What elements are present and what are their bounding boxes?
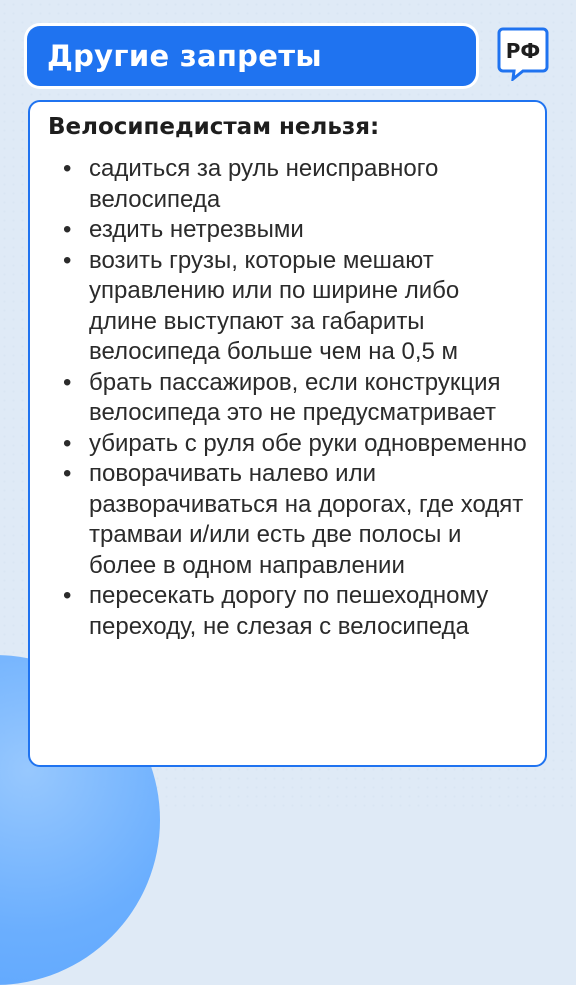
logo-text: РФ	[505, 39, 541, 63]
bullet-icon: •	[63, 582, 72, 609]
list-item	[53, 429, 533, 460]
bullet-icon: •	[63, 155, 72, 182]
content-card	[28, 100, 547, 767]
list-item-text: поворачивать налево или разворачиваться на дорогах, где ходят трамваи и/или есть две полосы и более в одном направлении	[89, 460, 524, 579]
list-item	[53, 459, 533, 581]
rf-speech-bubble-icon	[497, 27, 549, 81]
list-item	[53, 581, 533, 642]
bullet-icon: •	[63, 460, 72, 487]
list-item	[53, 154, 533, 215]
list-item-text: брать пассажиров, если конструкция велосипеда это не предусматривает	[89, 368, 501, 426]
bullet-icon: •	[63, 368, 72, 396]
list-item-text: садиться за руль неисправного велосипеда	[89, 155, 439, 213]
list-item-text: убирать с руля обе руки одновременно	[89, 429, 527, 457]
list-item	[53, 368, 533, 429]
rules-list	[53, 154, 533, 642]
list-item-text: пересекать дорогу по пешеходному переходу, не слезая с велосипеда	[89, 582, 489, 640]
card-heading: Велосипедистам нельзя:	[48, 114, 380, 140]
list-item	[53, 246, 533, 368]
bullet-icon: •	[63, 429, 72, 457]
list-item-text: ездить нетрезвыми	[89, 216, 304, 243]
page-title: Другие запреты	[47, 39, 322, 73]
bullet-icon: •	[63, 216, 72, 243]
title-banner	[27, 26, 476, 86]
bullet-icon: •	[63, 246, 72, 274]
list-item	[53, 215, 533, 246]
list-item-text: возить грузы, которые мешают управлению или по ширине либо длине выступают за габариты велосипеда больше чем на 0,5 м	[89, 246, 460, 365]
